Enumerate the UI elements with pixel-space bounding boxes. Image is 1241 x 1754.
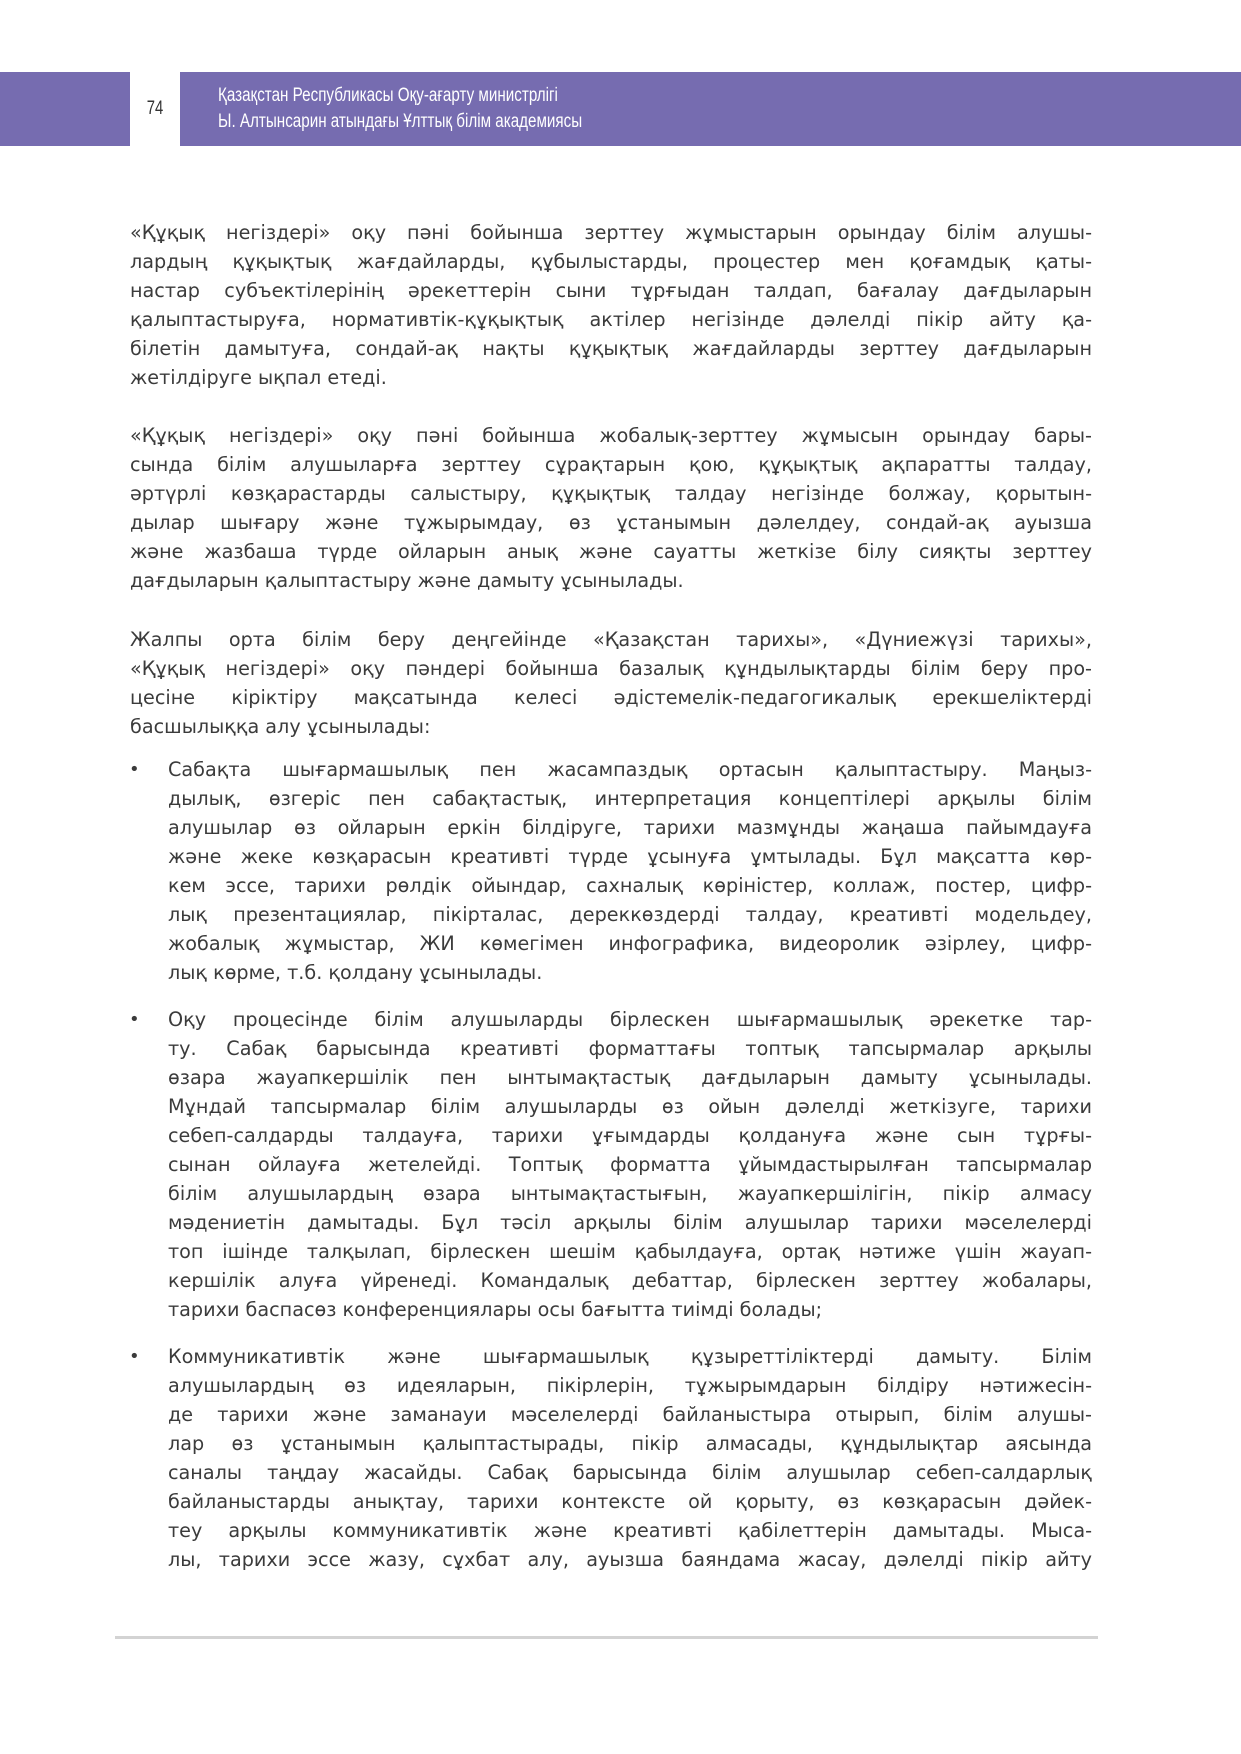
paragraph-line: сында білім алушыларға зерттеу сұрақтарын қою, құқықтық ақпаратты талдау, [130, 453, 1092, 476]
bullet-line: алушылар өз ойларын еркін білдіруге, тарихи мазмұнды жаңаша пайымдауға [168, 816, 1092, 839]
bullet-line: Мұндай тапсырмалар білім алушыларды өз ойын дәлелді жеткізуге, тарихи [168, 1095, 1092, 1118]
paragraph-line: дағдыларын қалыптастыру және дамыту ұсынылады. [130, 569, 684, 592]
paragraph-line: «Құқық негіздері» оқу пәндері бойынша базалық құндылықтарды білім беру про- [130, 657, 1092, 680]
bullet-marker-icon: • [129, 759, 140, 780]
header-title-line-2: Ы. Алтынсарин атындағы Ұлттық білім академиясы [218, 111, 583, 132]
paragraph-line: жетілдіруге ықпал етеді. [130, 366, 387, 389]
paragraph-line: лардың құқықтық жағдайларды, құбылыстарды, процестер мен қоғамдық қаты- [130, 250, 1092, 273]
paragraph-line: дылар шығару және тұжырымдау, өз ұстанымын дәлелдеу, сондай-ақ ауызша [130, 511, 1092, 534]
bullet-line: жобалық жұмыстар, ЖИ көмегімен инфографика, видеоролик әзірлеу, цифр- [168, 932, 1092, 955]
bullet-line: топ ішінде талқылап, бірлескен шешім қабылдауға, ортақ нәтиже үшін жауап- [168, 1240, 1092, 1263]
bullet-line: мәдениетін дамытады. Бұл тәсіл арқылы білім алушылар тарихи мәселелерді [168, 1211, 1092, 1234]
footer-divider [115, 1636, 1098, 1639]
page-number: 74 [146, 98, 164, 119]
bullet-line: білім алушылардың өзара ынтымақтастығын, жауапкершілігін, пікір алмасу [168, 1182, 1092, 1205]
paragraph-line: және жазбаша түрде ойларын анық және сауатты жеткізе білу сияқты зерттеу [130, 540, 1092, 563]
paragraph-line: әртүрлі көзқарастарды салыстыру, құқықтық талдау негізінде болжау, қорытын- [130, 482, 1092, 505]
bullet-line: Оқу процесінде білім алушыларды бірлескен шығармашылық әрекетке тар- [168, 1008, 1092, 1031]
paragraph-line: қалыптастыруға, нормативтік-құқықтық актілер негізінде дәлелді пікір айту қа- [130, 308, 1092, 331]
bullet-marker-icon: • [129, 1009, 140, 1030]
paragraph-line: «Құқық негіздері» оқу пәні бойынша зерттеу жұмыстарын орындау білім алушы- [130, 221, 1092, 244]
bullet-line: және жеке көзқарасын креативті түрде ұсынуға ұмтылады. Бұл мақсатта көр- [168, 845, 1092, 868]
bullet-line: саналы таңдау жасайды. Сабақ барысында білім алушылар себеп-салдарлық [168, 1461, 1092, 1484]
bullet-line: лық көрме, т.б. қолдану ұсынылады. [168, 961, 543, 984]
bullet-line: лар өз ұстанымын қалыптастырады, пікір алмасады, құндылықтар аясында [168, 1432, 1092, 1455]
bullet-line: байланыстарды анықтау, тарихи контексте ой қорыту, өз көзқарасын дәйек- [168, 1490, 1092, 1513]
header-title [218, 83, 582, 135]
bullet-line: сынан ойлауға жетелейді. Топтық форматта ұйымдастырылған тапсырмалар [168, 1153, 1092, 1176]
bullet-line: өзара жауапкершілік пен ынтымақтастық дағдыларын дамыту ұсынылады. [168, 1066, 1092, 1089]
paragraph-line: білетін дамытуға, сондай-ақ нақты құқықтық жағдайларды зерттеу дағдыларын [130, 337, 1092, 360]
bullet-line: кем эссе, тарихи рөлдік ойындар, сахналық көріністер, коллаж, постер, цифр- [168, 874, 1092, 897]
header-accent-block [0, 72, 130, 146]
bullet-line: лық презентациялар, пікірталас, дереккөздерді талдау, креативті модельдеу, [168, 903, 1092, 926]
bullet-line: Сабақта шығармашылық пен жасампаздық ортасын қалыптастыру. Маңыз- [168, 758, 1092, 781]
header-title-line-1: Қазақстан Республикасы Оқу-ағарту министрлігі [218, 85, 558, 106]
paragraph-line: настар субъектілерінің әрекеттерін сыни тұрғыдан талдап, бағалау дағдыларын [130, 279, 1092, 302]
bullet-line: тарихи баспасөз конференциялары осы бағытта тиімді болады; [168, 1298, 823, 1321]
paragraph-line: Жалпы орта білім беру деңгейінде «Қазақстан тарихы», «Дүниежүзі тарихы», [130, 628, 1092, 651]
bullet-line: кершілік алуға үйренеді. Командалық дебаттар, бірлескен зерттеу жобалары, [168, 1269, 1092, 1292]
bullet-line: алушылардың өз идеяларын, пікірлерін, тұжырымдарын білдіру нәтижесін- [168, 1374, 1092, 1397]
bullet-line: ту. Сабақ барысында креативті форматтағы топтық тапсырмалар арқылы [168, 1037, 1092, 1060]
paragraph-line: «Құқық негіздері» оқу пәні бойынша жобалық-зерттеу жұмысын орындау бары- [130, 424, 1092, 447]
bullet-line: лы, тарихи эссе жазу, сұхбат алу, ауызша баяндама жасау, дәлелді пікір айту [168, 1548, 1092, 1571]
paragraph-line: басшылыққа алу ұсынылады: [130, 715, 431, 738]
bullet-line: де тарихи және заманауи мәселелерді байланыстыра отырып, білім алушы- [168, 1403, 1092, 1426]
bullet-line: Коммуникативтік және шығармашылық құзыреттіліктерді дамыту. Білім [168, 1345, 1092, 1368]
bullet-marker-icon: • [129, 1346, 140, 1367]
bullet-line: себеп-салдарды талдауға, тарихи ұғымдарды қолдануға және сын тұрғы- [168, 1124, 1092, 1147]
bullet-line: теу арқылы коммуникативтік және креативті қабілеттерін дамытады. Мыса- [168, 1519, 1092, 1542]
paragraph-line: цесіне кіріктіру мақсатында келесі әдістемелік-педагогикалық ерекшеліктерді [130, 686, 1092, 709]
bullet-line: дылық, өзгеріс пен сабақтастық, интерпретация концептілері арқылы білім [168, 787, 1092, 810]
